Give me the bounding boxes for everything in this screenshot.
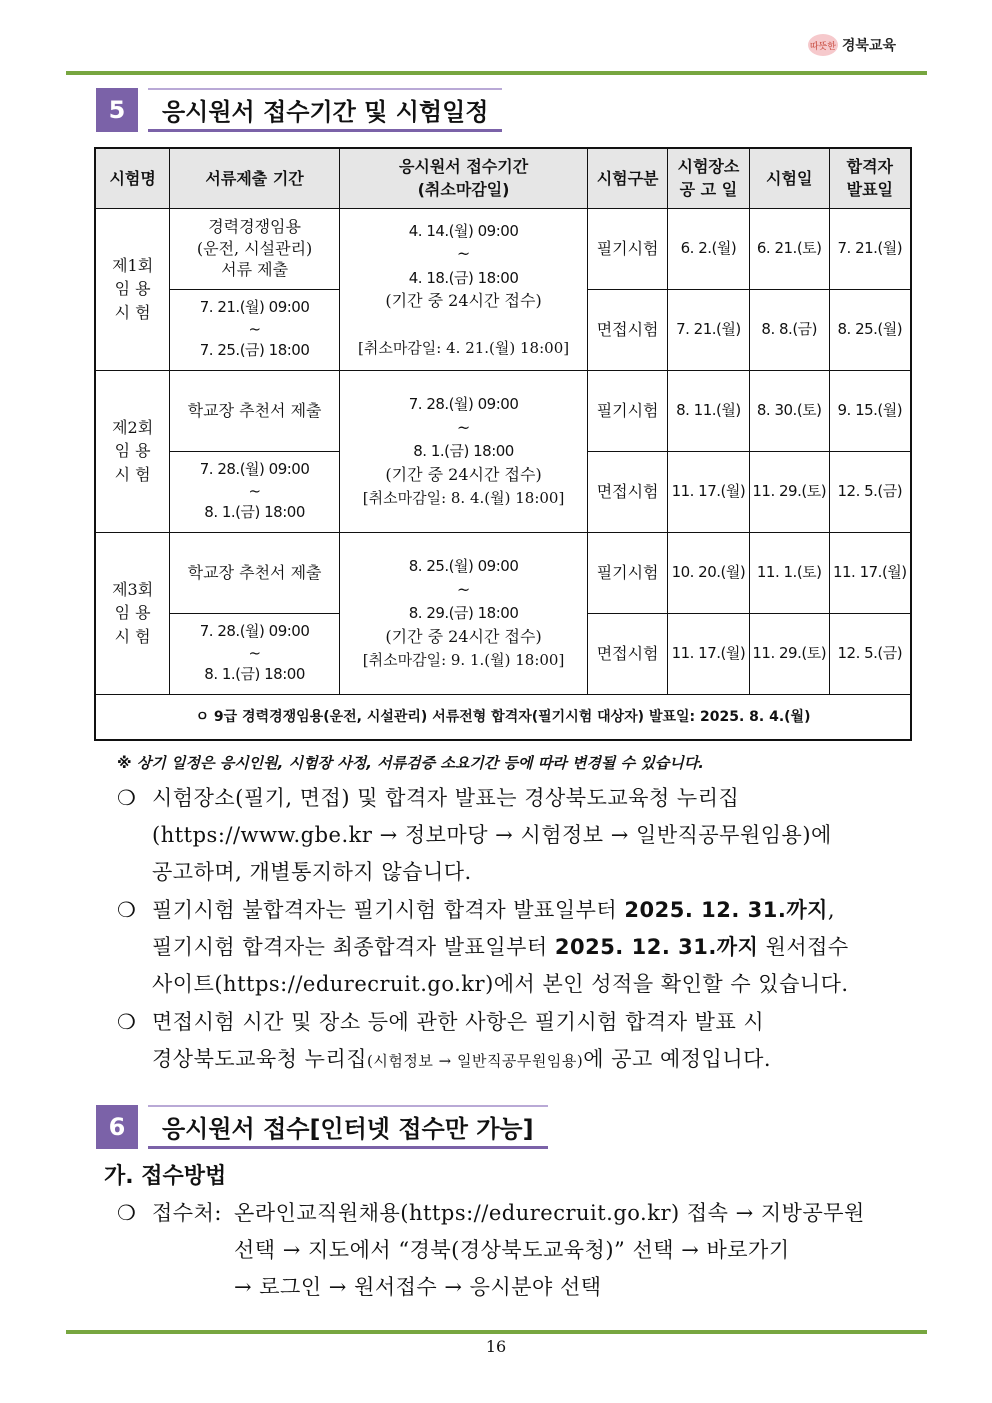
text-line: 경상북도교육청 누리집(시험정보 → 일반직공무원임용)에 공고 예정입니다. bbox=[152, 1047, 772, 1071]
header-cell: 시험구분 bbox=[588, 148, 668, 208]
logo-emblem-icon: 따뜻한 bbox=[808, 34, 838, 56]
top-rule bbox=[66, 71, 927, 75]
receipt-label: 접수처: bbox=[152, 1201, 222, 1225]
exam-date-cell: 8. 30.(토) bbox=[749, 370, 829, 451]
bullet-paragraph-3 bbox=[117, 1004, 892, 1080]
doc-period-cell: 7. 21.(월) 09:00 ~ 7. 25.(금) 18:00 bbox=[170, 289, 340, 370]
logo-text: 경북교육 bbox=[841, 38, 896, 54]
venue-notice-cell: 8. 11.(월) bbox=[668, 370, 750, 451]
doc-period-cell: 학교장 추천서 제출 bbox=[170, 532, 340, 613]
bullet-paragraph-receipt bbox=[117, 1195, 932, 1306]
schedule-remark: ※ 상기 일정은 응시인원, 시험장 사정, 서류검증 소요기간 등에 따라 변경될 수 있습니다. bbox=[117, 754, 705, 772]
doc-period-cell: 경력경쟁임용 (운전, 시설관리) 서류 제출 bbox=[170, 208, 340, 289]
exam-type-cell: 필기시험 bbox=[588, 370, 668, 451]
header-cell: 시험장소 공 고 일 bbox=[668, 148, 750, 208]
exam-type-cell: 필기시험 bbox=[588, 532, 668, 613]
table-header-row bbox=[95, 148, 911, 208]
venue-notice-cell: 6. 2.(월) bbox=[668, 208, 750, 289]
apply-period-cell: 7. 28.(월) 09:00 ~ 8. 1.(금) 18:00 (기간 중 24시간 접수) [취소마감일: 8. 4.(월) 18:00] bbox=[339, 370, 587, 532]
subheading-receipt-method: 가. 접수방법 bbox=[104, 1164, 227, 1189]
text-line: 면접시험 시간 및 장소 등에 관한 사항은 필기시험 합격자 발표 시 bbox=[152, 1010, 765, 1034]
round-name-cell: 제2회 임 용 시 험 bbox=[95, 370, 170, 532]
exam-date-cell: 6. 21.(토) bbox=[749, 208, 829, 289]
header-cell: 응시원서 접수기간 (취소마감일) bbox=[339, 148, 587, 208]
table-row bbox=[95, 370, 911, 451]
result-date-cell: 12. 5.(금) bbox=[829, 613, 911, 694]
round-name-cell: 제1회 임 용 시 험 bbox=[95, 208, 170, 370]
exam-date-cell: 11. 1.(토) bbox=[749, 532, 829, 613]
header-cell: 시험명 bbox=[95, 148, 170, 208]
doc-period-cell: 학교장 추천서 제출 bbox=[170, 370, 340, 451]
header-logo bbox=[808, 34, 896, 56]
text-line: 선택 → 지도에서 “경북(경상북도교육청)” 선택 → 바로가기 bbox=[234, 1238, 790, 1262]
section-title: 응시원서 접수[인터넷 접수만 가능] bbox=[148, 1105, 548, 1149]
result-date-cell: 9. 15.(월) bbox=[829, 370, 911, 451]
round-name-cell: 제3회 임 용 시 험 bbox=[95, 532, 170, 694]
exam-type-cell: 면접시험 bbox=[588, 613, 668, 694]
text-line: 온라인교직원채용(https://edurecruit.go.kr) 접속 → 지방공무원 bbox=[234, 1201, 865, 1225]
header-cell: 시험일 bbox=[749, 148, 829, 208]
text-line: 공고하며, 개별통지하지 않습니다. bbox=[152, 860, 472, 884]
exam-type-cell: 면접시험 bbox=[588, 289, 668, 370]
result-date-cell: 12. 5.(금) bbox=[829, 451, 911, 532]
result-date-cell: 7. 21.(월) bbox=[829, 208, 911, 289]
exam-date-cell: 11. 29.(토) bbox=[749, 451, 829, 532]
text-line: 필기시험 불합격자는 필기시험 합격자 발표일부터 2025. 12. 31.까지, bbox=[152, 898, 836, 922]
text-line: → 로그인 → 원서접수 → 응시분야 선택 bbox=[234, 1275, 602, 1299]
exam-type-cell: 면접시험 bbox=[588, 451, 668, 532]
text-line: 시험장소(필기, 면접) 및 합격자 발표는 경상북도교육청 누리집 bbox=[152, 786, 740, 810]
bullet-circle-icon: ❍ bbox=[117, 898, 137, 922]
venue-notice-cell: 11. 17.(월) bbox=[668, 451, 750, 532]
bullet-circle-icon: ❍ bbox=[117, 786, 137, 810]
section-5-heading bbox=[96, 88, 502, 132]
bullet-circle-icon: ❍ bbox=[117, 1010, 137, 1034]
bullet-circle-icon: ❍ bbox=[117, 1201, 137, 1225]
doc-period-cell: 7. 28.(월) 09:00 ~ 8. 1.(금) 18:00 bbox=[170, 613, 340, 694]
result-date-cell: 11. 17.(월) bbox=[829, 532, 911, 613]
header-cell: 합격자 발표일 bbox=[829, 148, 911, 208]
venue-notice-cell: 7. 21.(월) bbox=[668, 289, 750, 370]
bullet-paragraph-2 bbox=[117, 892, 892, 1003]
venue-notice-cell: 11. 17.(월) bbox=[668, 613, 750, 694]
section-6-heading bbox=[96, 1105, 548, 1149]
bullet-paragraph-1 bbox=[117, 780, 892, 891]
page-number: 16 bbox=[485, 1337, 507, 1356]
apply-period-cell: 4. 14.(월) 09:00 ~ 4. 18.(금) 18:00 (기간 중 24시간 접수) [취소마감일: 4. 21.(월) 18:00] bbox=[339, 208, 587, 370]
header-cell: 서류제출 기간 bbox=[170, 148, 340, 208]
exam-date-cell: 8. 8.(금) bbox=[749, 289, 829, 370]
exam-type-cell: 필기시험 bbox=[588, 208, 668, 289]
deadline-text: 2025. 12. 31.까지 bbox=[624, 898, 828, 922]
section-title: 응시원서 접수기간 및 시험일정 bbox=[148, 88, 502, 132]
apply-period-cell: 8. 25.(월) 09:00 ~ 8. 29.(금) 18:00 (기간 중 24시간 접수) [취소마감일: 9. 1.(월) 18:00] bbox=[339, 532, 587, 694]
table-footnote: ㅇ 9급 경력경쟁임용(운전, 시설관리) 서류전형 합격자(필기시험 대상자) 발표일: 2025. 8. 4.(월) bbox=[95, 694, 911, 740]
schedule-table bbox=[94, 147, 912, 741]
exam-date-cell: 11. 29.(토) bbox=[749, 613, 829, 694]
text-line: 사이트(https://edurecruit.go.kr)에서 본인 성적을 확인할 수 있습니다. bbox=[152, 972, 849, 996]
text-line: (https://www.gbe.kr → 정보마당 → 시험정보 → 일반직공무원임용)에 bbox=[152, 823, 832, 847]
section-number: 5 bbox=[96, 88, 138, 132]
deadline-text: 2025. 12. 31.까지 bbox=[554, 935, 759, 959]
result-date-cell: 8. 25.(월) bbox=[829, 289, 911, 370]
doc-period-cell: 7. 28.(월) 09:00 ~ 8. 1.(금) 18:00 bbox=[170, 451, 340, 532]
venue-notice-cell: 10. 20.(월) bbox=[668, 532, 750, 613]
table-row bbox=[95, 532, 911, 613]
bottom-rule bbox=[66, 1330, 927, 1334]
table-footnote-row bbox=[95, 694, 911, 740]
section-number: 6 bbox=[96, 1105, 138, 1149]
text-line: 필기시험 합격자는 최종합격자 발표일부터 2025. 12. 31.까지 원서접수 bbox=[152, 935, 849, 959]
table-row bbox=[95, 208, 911, 289]
